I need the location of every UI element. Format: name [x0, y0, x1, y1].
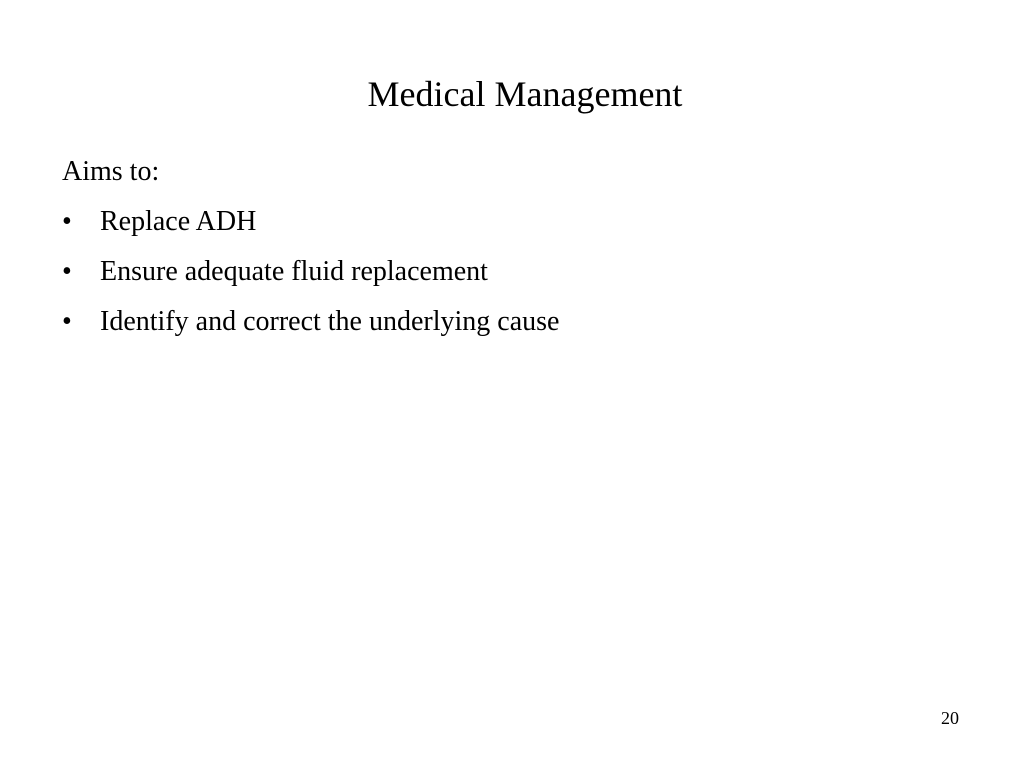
- bullet-list: [62, 202, 962, 342]
- bullet-icon: •: [62, 256, 72, 287]
- bullet-icon: •: [62, 206, 72, 237]
- slide-body: [62, 152, 962, 352]
- bullet-item: [62, 252, 962, 292]
- page-number: 20: [941, 708, 959, 728]
- bullet-icon: •: [62, 306, 72, 337]
- bullet-text: Ensure adequate fluid replacement: [100, 256, 488, 287]
- bullet-item: [62, 302, 962, 342]
- bullet-text: Identify and correct the underlying cause: [100, 306, 560, 337]
- slide-title: Medical Management: [367, 74, 683, 114]
- bullet-item: [62, 202, 962, 242]
- bullet-text: Replace ADH: [100, 206, 257, 237]
- intro-text: Aims to:: [62, 156, 160, 187]
